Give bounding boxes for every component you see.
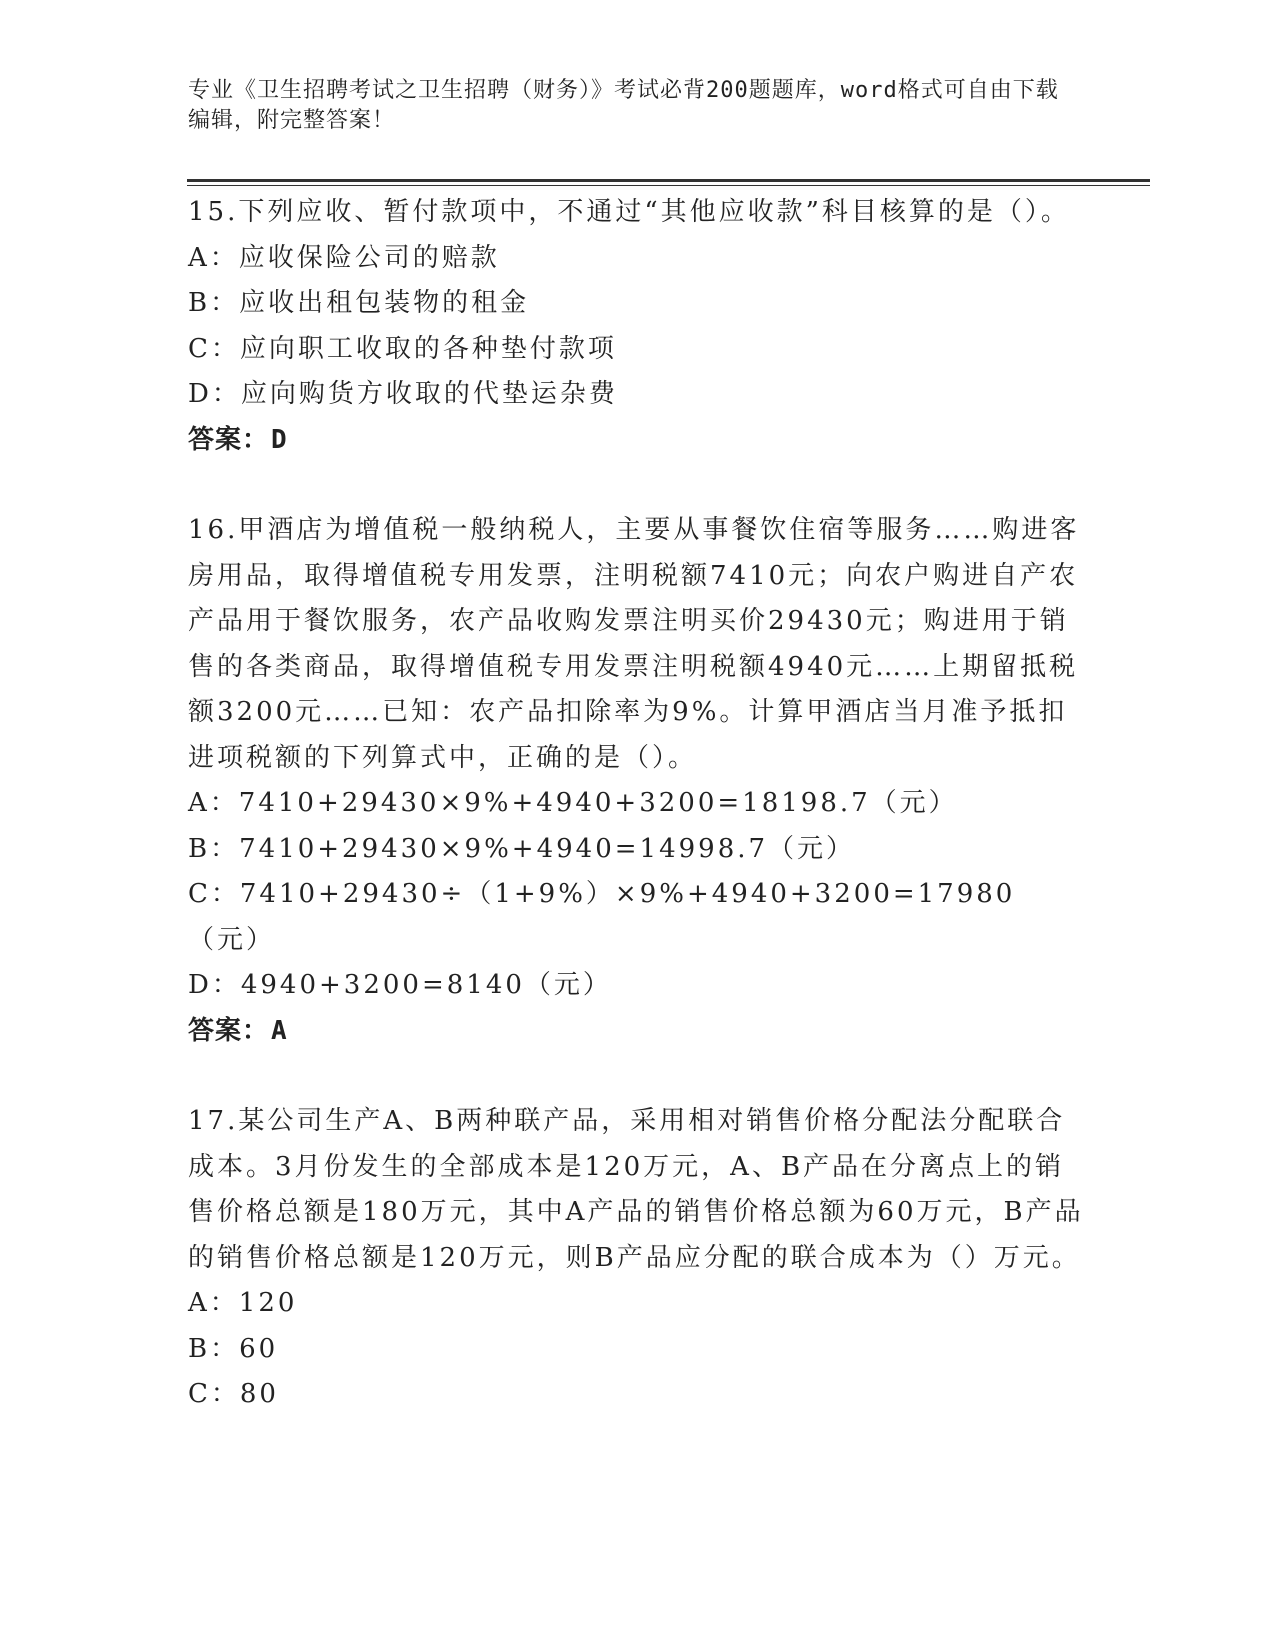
option-c: C：80 [188, 1379, 279, 1409]
option-a: A：120 [188, 1288, 298, 1318]
question-stem: 15.下列应收、暂付款项中，不通过“其他应收款”科目核算的是（）。 [188, 197, 1070, 227]
question-15 [188, 190, 1088, 463]
question-17 [188, 1099, 1088, 1418]
header-rule-thick [187, 179, 1150, 182]
page-header: 专业《卫生招聘考试之卫生招聘（财务）》考试必背200题题库，word格式可自由下载编辑，附完整答案！ [188, 78, 1059, 133]
option-d: D：4940+3200=8140（元） [188, 970, 612, 1000]
answer-line [188, 418, 1088, 464]
answer-label: 答案： [188, 1015, 270, 1046]
answer-label: 答案： [188, 424, 270, 455]
option-b: B：60 [188, 1333, 279, 1364]
header-rule-thin [187, 185, 1150, 186]
question-stem: 16.甲酒店为增值税一般纳税人，主要从事餐饮住宿等服务……购进客房用品，取得增值税专用发票，注明税额7410元；向农户购进自产农产品用于餐饮服务，农产品收购发票注明买价29430元；购进用于销售的各类商品，取得增值税专用发票注明税额4940元……上期留抵税额3200元……已知：农产品扣除率为9%。计算甲酒店当月准予抵扣进项税额的下列算式中，正确的是（）。 [188, 515, 1080, 773]
option-a: A：应收保险公司的赔款 [188, 242, 500, 273]
question-list [188, 190, 1088, 1463]
option-d: D：应向购货方收取的代垫运杂费 [188, 379, 618, 409]
answer-line [188, 1009, 1088, 1055]
option-a: A：7410+29430×9%+4940+3200=18198.7（元） [188, 788, 958, 818]
answer-value: D [271, 424, 288, 455]
option-c: C：7410+29430÷（1+9%）×9%+4940+3200=17980（元） [188, 879, 1016, 955]
option-b: B：应收出租包装物的租金 [188, 288, 530, 318]
option-b: B：7410+29430×9%+4940=14998.7（元） [188, 833, 856, 864]
question-stem: 17.某公司生产A、B两种联产品，采用相对销售价格分配法分配联合成本。3月份发生的全部成本是120万元，A、B产品在分离点上的销售价格总额是180万元，其中A产品的销售价格总额为60万元，B产品的销售价格总额是120万元，则B产品应分配的联合成本为（）万元。 [188, 1106, 1084, 1273]
answer-value: A [271, 1015, 288, 1046]
question-16 [188, 508, 1088, 1054]
option-c: C：应向职工收取的各种垫付款项 [188, 333, 617, 364]
